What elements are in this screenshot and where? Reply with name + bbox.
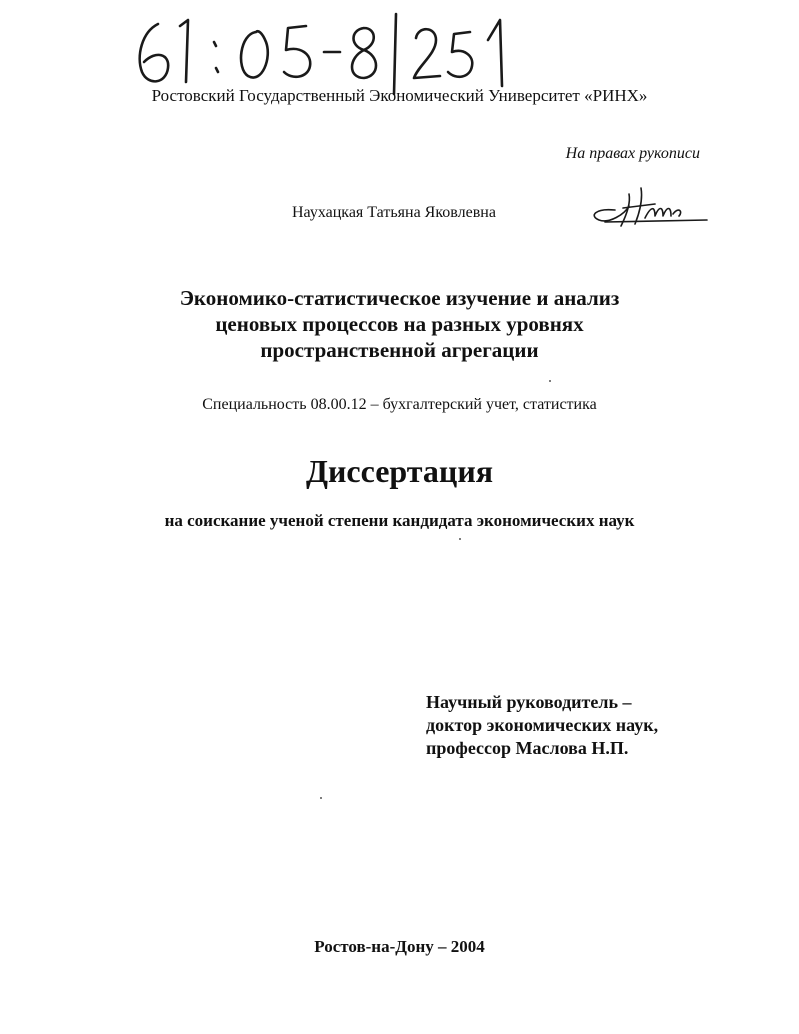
supervisor-line: Научный руководитель – (426, 692, 632, 712)
scan-speck (320, 797, 322, 799)
degree-line: на соискание ученой степени кандидата экономических наук (164, 511, 635, 530)
document-type-heading: Диссертация (305, 453, 494, 489)
manuscript-rights-note: На правах рукописи (565, 145, 700, 162)
supervisor-block (426, 691, 658, 760)
scan-speck (459, 538, 461, 540)
title-line: пространственной агрегации (260, 338, 539, 362)
supervisor-line: профессор Маслова Н.П. (426, 738, 629, 758)
author-signature (585, 184, 710, 234)
title-line: ценовых процессов на разных уровнях (215, 312, 584, 336)
university-name: Ростовский Государственный Экономический Университет «РИНХ» (151, 86, 648, 105)
title-line: Экономико-статистическое изучение и анализ (179, 286, 620, 310)
scan-speck (549, 380, 551, 382)
dissertation-title (0, 285, 799, 363)
handwritten-archive-code (128, 6, 528, 96)
specialty-line: Специальность 08.00.12 – бухгалтерский учет, статистика (202, 396, 597, 413)
city-and-year: Ростов-на-Дону – 2004 (314, 937, 485, 956)
supervisor-line: доктор экономических наук, (426, 715, 659, 735)
author-name: Наухацкая Татьяна Яковлевна (292, 204, 496, 221)
